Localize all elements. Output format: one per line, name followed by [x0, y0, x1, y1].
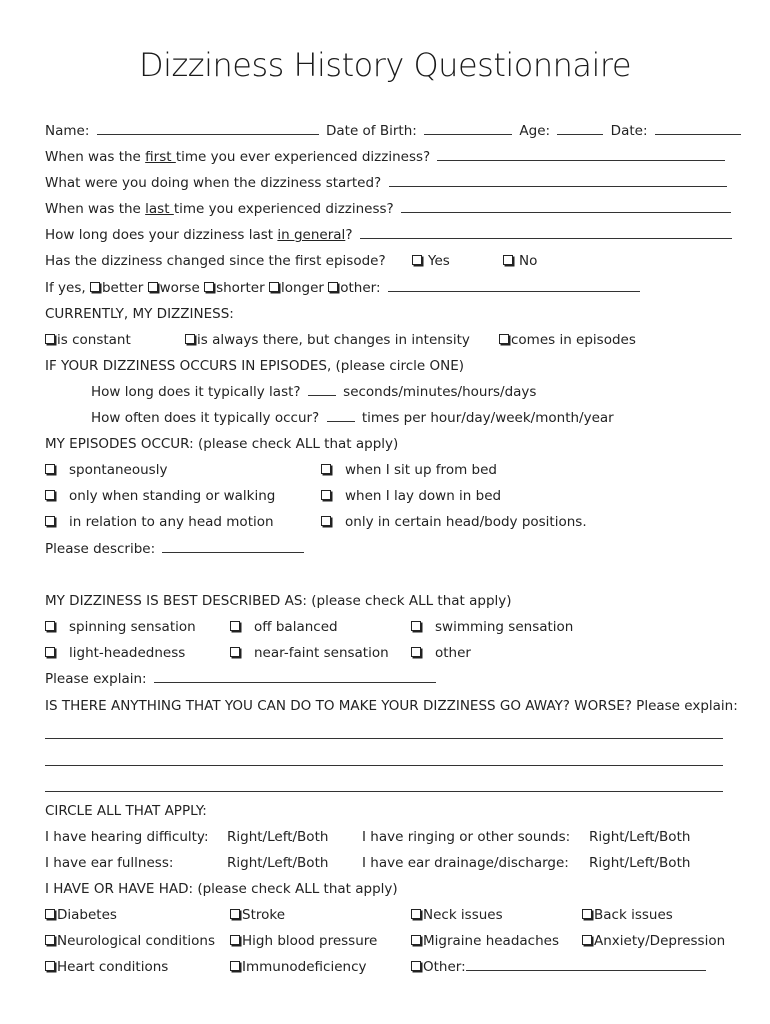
checkbox-icon[interactable] — [412, 255, 422, 265]
checkbox-icon[interactable] — [230, 961, 240, 971]
occur-heading: MY EPISODES OCCUR: (please check ALL that apply) — [45, 436, 399, 452]
question-emphasis: in general — [277, 227, 346, 243]
if-yes-row — [45, 275, 730, 301]
option-label: longer — [280, 280, 324, 296]
option-label: other: — [340, 280, 381, 296]
circle-heading: CIRCLE ALL THAT APPLY: — [45, 803, 207, 819]
light-headedness-option[interactable] — [45, 640, 185, 666]
other-option[interactable] — [328, 280, 380, 296]
frequency-units[interactable]: times per hour/day/week/month/year — [361, 410, 614, 426]
option-label: Heart conditions — [57, 959, 169, 975]
last-time-field[interactable] — [401, 198, 731, 213]
option-label: Other: — [423, 959, 466, 975]
fullness-side-options[interactable]: Right/Left/Both — [227, 855, 329, 871]
question-text: When was the — [45, 149, 146, 165]
anything-question: IS THERE ANYTHING THAT YOU CAN DO TO MAKE YOUR DIZZINESS GO AWAY? WORSE? Please explain: — [45, 698, 738, 714]
shorter-option[interactable] — [204, 280, 265, 296]
option-label: light-headedness — [69, 645, 186, 661]
question-text: How often does it typically occur? — [91, 410, 320, 426]
neurological-option[interactable] — [45, 928, 215, 954]
spinning-option[interactable] — [45, 614, 196, 640]
history-row-1 — [45, 902, 730, 928]
sit-up-option[interactable] — [321, 457, 497, 483]
checkbox-icon[interactable] — [148, 282, 158, 292]
option-label: High blood pressure — [242, 933, 378, 949]
checkbox-icon[interactable] — [185, 334, 195, 344]
changes-intensity-option[interactable] — [185, 327, 470, 353]
patient-info-row — [45, 118, 730, 144]
checkbox-icon[interactable] — [321, 464, 331, 474]
age-field[interactable] — [557, 120, 603, 135]
checkbox-icon[interactable] — [45, 516, 55, 526]
checkbox-icon[interactable] — [90, 282, 100, 292]
off-balanced-option[interactable] — [230, 614, 338, 640]
checkbox-icon[interactable] — [321, 516, 331, 526]
checkbox-icon[interactable] — [582, 935, 592, 945]
option-label: Migraine headaches — [423, 933, 559, 949]
other-change-field[interactable] — [388, 277, 640, 292]
describe-label: Please describe: — [45, 541, 156, 557]
checkbox-icon[interactable] — [45, 935, 55, 945]
age-label: Age: — [519, 123, 551, 139]
anxiety-depression-option[interactable] — [582, 928, 725, 954]
constant-option[interactable] — [45, 327, 131, 353]
option-label: Anxiety/Depression — [594, 933, 726, 949]
dob-label: Date of Birth: — [325, 123, 417, 139]
first-time-field[interactable] — [437, 146, 725, 161]
option-label: when I sit up from bed — [345, 462, 497, 478]
date-label: Date: — [610, 123, 648, 139]
question-text: time you experienced dizziness? — [173, 201, 394, 217]
checkbox-icon[interactable] — [411, 961, 421, 971]
question-text: How long does it typically last? — [91, 384, 301, 400]
explain-row — [45, 666, 730, 692]
last-time-question — [45, 196, 730, 222]
near-faint-option[interactable] — [230, 640, 389, 666]
high-blood-pressure-option[interactable] — [230, 928, 377, 954]
head-motion-option[interactable] — [45, 509, 274, 535]
question-text: Has the dizziness changed since the first episode? — [45, 253, 386, 269]
question-text: How long does your dizziness last — [45, 227, 278, 243]
standing-walking-option[interactable] — [45, 483, 275, 509]
checkbox-icon[interactable] — [411, 647, 421, 657]
describe-row — [45, 536, 730, 562]
longer-option[interactable] — [269, 280, 324, 296]
checkbox-icon[interactable] — [321, 490, 331, 500]
history-heading: I HAVE OR HAVE HAD: (please check ALL that apply) — [45, 881, 398, 897]
other-condition-field[interactable] — [466, 956, 706, 971]
checkbox-icon[interactable] — [45, 464, 55, 474]
name-label: Name: — [45, 123, 90, 139]
back-issues-option[interactable] — [582, 902, 673, 928]
option-label: near-faint sensation — [254, 645, 389, 661]
episode-frequency-row — [91, 405, 730, 431]
explain-field[interactable] — [154, 668, 436, 683]
checkbox-icon[interactable] — [230, 909, 240, 919]
question-emphasis: first — [145, 149, 176, 165]
other-condition-option[interactable] — [411, 954, 709, 980]
option-label: Neurological conditions — [57, 933, 215, 949]
how-long-question — [45, 222, 730, 248]
swimming-option[interactable] — [411, 614, 573, 640]
answer-line-2[interactable] — [45, 765, 723, 766]
dob-field[interactable] — [424, 120, 512, 135]
checkbox-icon[interactable] — [230, 621, 240, 631]
checkbox-icon[interactable] — [230, 935, 240, 945]
worse-option[interactable] — [148, 280, 200, 296]
checkbox-icon[interactable] — [45, 961, 55, 971]
fullness-row — [45, 850, 730, 876]
option-label: Yes — [428, 253, 450, 269]
currently-heading: CURRENTLY, MY DIZZINESS: — [45, 306, 234, 322]
checkbox-icon[interactable] — [411, 935, 421, 945]
option-label: better — [101, 280, 144, 296]
occur-row-3 — [45, 509, 730, 535]
option-label: only when standing or walking — [69, 488, 276, 504]
checkbox-icon[interactable] — [45, 490, 55, 500]
episode-duration-row — [91, 379, 730, 405]
option-label: Back issues — [594, 907, 673, 923]
episodes-heading: IF YOUR DIZZINESS OCCURS IN EPISODES, (please circle ONE) — [45, 358, 465, 374]
frequency-field[interactable] — [327, 407, 355, 422]
option-label: Stroke — [242, 907, 286, 923]
checkbox-icon[interactable] — [45, 647, 55, 657]
checkbox-icon[interactable] — [45, 334, 55, 344]
describe-field[interactable] — [162, 538, 304, 553]
doing-field[interactable] — [389, 172, 727, 187]
question-emphasis: last — [145, 201, 174, 217]
option-label: when I lay down in bed — [345, 488, 502, 504]
checkbox-icon[interactable] — [328, 282, 338, 292]
spontaneously-option[interactable] — [45, 457, 167, 483]
question-text: What were you doing when the dizziness started? — [45, 175, 382, 191]
option-label: No — [519, 253, 538, 269]
described-heading: MY DIZZINESS IS BEST DESCRIBED AS: (please check ALL that apply) — [45, 593, 512, 609]
date-field[interactable] — [655, 120, 741, 135]
option-label: swimming sensation — [435, 619, 574, 635]
comes-in-episodes-option[interactable] — [499, 327, 636, 353]
explain-label: Please explain: — [45, 671, 147, 687]
migraine-option[interactable] — [411, 928, 559, 954]
checkbox-icon[interactable] — [230, 647, 240, 657]
form-title: Dizziness History Questionnaire — [138, 46, 632, 84]
first-time-question — [45, 144, 730, 170]
option-label: other — [435, 645, 471, 661]
drainage-label: I have ear drainage/discharge: — [362, 855, 569, 871]
no-option[interactable] — [503, 248, 537, 274]
question-text: ? — [345, 227, 353, 243]
option-label: Immunodeficiency — [242, 959, 367, 975]
described-row-1 — [45, 614, 730, 640]
yes-option[interactable] — [412, 248, 450, 274]
drainage-side-options[interactable]: Right/Left/Both — [589, 855, 691, 871]
occur-row-2 — [45, 483, 730, 509]
option-label: is always there, but changes in intensity — [197, 332, 470, 348]
ringing-label: I have ringing or other sounds: — [362, 829, 571, 845]
checkbox-icon[interactable] — [45, 909, 55, 919]
checkbox-icon[interactable] — [411, 909, 421, 919]
doing-question — [45, 170, 730, 196]
heart-conditions-option[interactable] — [45, 954, 168, 980]
checkbox-icon[interactable] — [269, 282, 279, 292]
other-sensation-option[interactable] — [411, 640, 471, 666]
currently-options — [45, 327, 730, 353]
checkbox-icon[interactable] — [411, 621, 421, 631]
checkbox-icon[interactable] — [582, 909, 592, 919]
better-option[interactable] — [90, 280, 143, 296]
option-label: spinning sensation — [69, 619, 196, 635]
lay-down-option[interactable] — [321, 483, 501, 509]
history-row-3 — [45, 954, 730, 980]
changed-question — [45, 248, 730, 274]
fullness-label: I have ear fullness: — [45, 855, 174, 871]
option-label: shorter — [216, 280, 265, 296]
option-label: Neck issues — [423, 907, 503, 923]
checkbox-icon[interactable] — [204, 282, 214, 292]
immunodeficiency-option[interactable] — [230, 954, 366, 980]
ringing-side-options[interactable]: Right/Left/Both — [589, 829, 691, 845]
diabetes-option[interactable] — [45, 902, 117, 928]
stroke-option[interactable] — [230, 902, 285, 928]
occur-row-1 — [45, 457, 730, 483]
if-yes-label: If yes, — [45, 280, 86, 296]
option-label: worse — [159, 280, 200, 296]
option-label: Diabetes — [57, 907, 117, 923]
answer-line-1[interactable] — [45, 738, 723, 739]
duration-field[interactable] — [308, 381, 336, 396]
checkbox-icon[interactable] — [503, 255, 513, 265]
history-row-2 — [45, 928, 730, 954]
question-text: time you ever experienced dizziness? — [175, 149, 431, 165]
checkbox-icon[interactable] — [45, 621, 55, 631]
neck-issues-option[interactable] — [411, 902, 503, 928]
option-label: in relation to any head motion — [69, 514, 274, 530]
option-label: only in certain head/body positions. — [345, 514, 587, 530]
option-label: spontaneously — [69, 462, 168, 478]
described-row-2 — [45, 640, 730, 666]
hearing-label: I have hearing difficulty: — [45, 829, 209, 845]
answer-line-3[interactable] — [45, 791, 723, 792]
option-label: off balanced — [254, 619, 338, 635]
duration-units[interactable]: seconds/minutes/hours/days — [343, 384, 537, 400]
hearing-row — [45, 824, 730, 850]
checkbox-icon[interactable] — [499, 334, 509, 344]
option-label: comes in episodes — [511, 332, 636, 348]
head-body-positions-option[interactable] — [321, 509, 587, 535]
name-field[interactable] — [97, 120, 319, 135]
hearing-side-options[interactable]: Right/Left/Both — [227, 829, 329, 845]
option-label: is constant — [57, 332, 131, 348]
question-text: When was the — [45, 201, 146, 217]
how-long-field[interactable] — [360, 224, 732, 239]
